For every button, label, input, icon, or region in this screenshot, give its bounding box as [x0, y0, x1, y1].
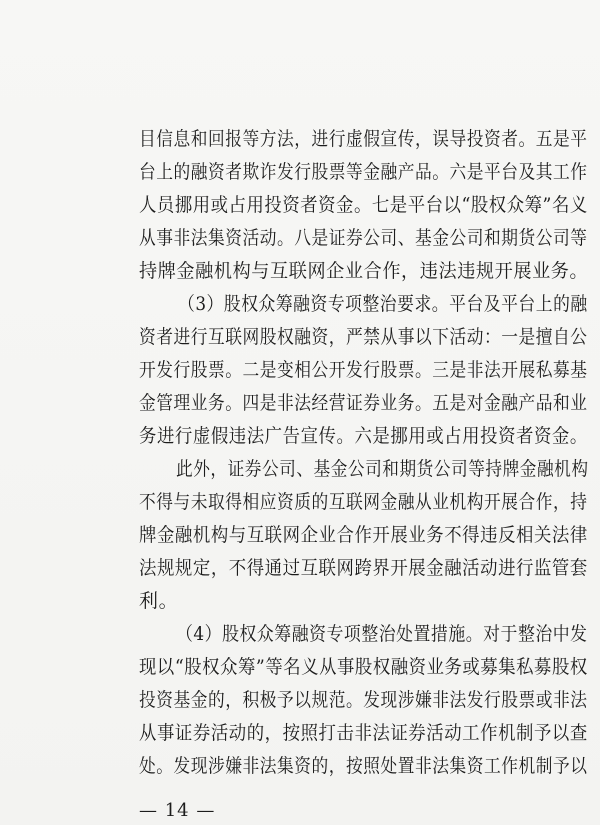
body-line-18: 投资基金的，积极予以规范。发现涉嫌非法发行股票或非法: [139, 689, 588, 711]
body-line-9: 金管理业务。四是非法经营证券业务。五是对金融产品和业: [139, 392, 588, 414]
body-line-15: 利。: [139, 590, 179, 612]
section-3-heading-line: （3）股权众筹融资专项整治要求。平台及平台上的融: [178, 293, 588, 315]
body-line-17: 现以“股权众筹”等名义从事股权融资业务或募集私募股权: [139, 656, 588, 678]
body-line-1: 目信息和回报等方法，进行虚假宣传，误导投资者。五是平: [139, 128, 588, 150]
body-line-5: 持牌金融机构与互联网企业合作，违法违规开展业务。: [139, 260, 589, 282]
body-line-11: 此外，证券公司、基金公司和期货公司等持牌金融机构: [176, 458, 589, 480]
body-line-2: 台上的融资者欺诈发行股票等金融产品。六是平台及其工作: [139, 161, 588, 183]
body-line-3: 人员挪用或占用投资者资金。七是平台以“股权众筹”名义: [139, 194, 588, 216]
body-line-8: 开发行股票。二是变相公开发行股票。三是非法开展私募基: [139, 359, 588, 381]
body-line-20: 处。发现涉嫌非法集资的，按照处置非法集资工作机制予以: [139, 755, 588, 777]
body-line-4: 从事非法集资活动。八是证券公司、基金公司和期货公司等: [139, 227, 588, 249]
body-line-13: 牌金融机构与互联网企业合作开展业务不得违反相关法律: [139, 524, 588, 546]
body-line-12: 不得与未取得相应资质的互联网金融从业机构开展合作，持: [139, 491, 588, 513]
body-line-7: 资者进行互联网股权融资，严禁从事以下活动：一是擅自公: [139, 326, 588, 348]
page-number: — 14 —: [139, 800, 216, 821]
body-line-19: 从事证券活动的，按照打击非法证券活动工作机制予以查: [139, 722, 588, 744]
section-4-heading-line: （4）股权众筹融资专项整治处置措施。对于整治中发: [176, 623, 588, 645]
body-line-14: 法规规定，不得通过互联网跨界开展金融活动进行监管套: [139, 557, 588, 579]
body-line-10: 务进行虚假违法广告宣传。六是挪用或占用投资者资金。: [139, 425, 588, 447]
